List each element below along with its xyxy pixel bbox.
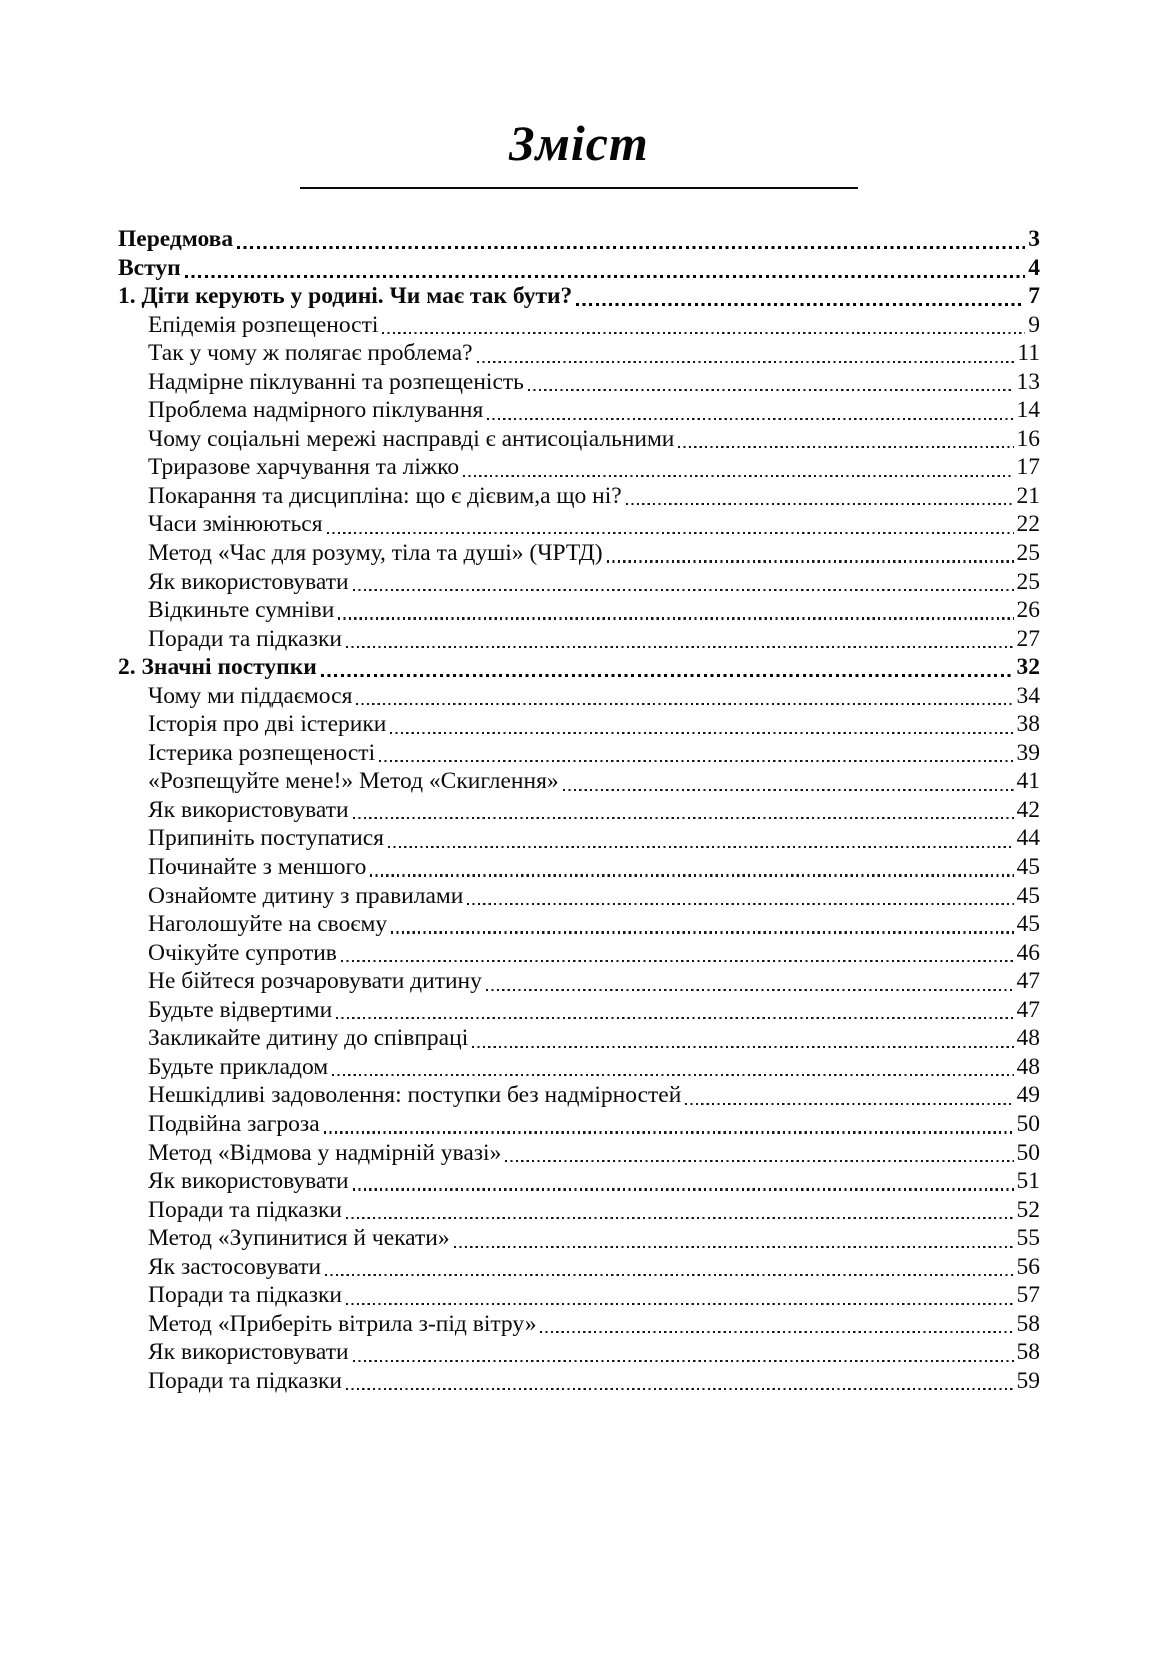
toc-leader-dots: [325, 1274, 1013, 1276]
toc-entry-label: Відкиньте сумніви: [148, 597, 335, 624]
toc-page-number: 56: [1016, 1253, 1040, 1280]
toc-entry-label: Надмірне піклуванні та розпещеність: [148, 368, 524, 395]
toc-entry: [118, 1224, 1040, 1253]
toc-entry: [118, 396, 1040, 425]
toc-entry: [118, 254, 1040, 283]
toc-entry-label: Метод «Зупинитися й чекати»: [148, 1225, 450, 1252]
toc-leader-dots: [353, 817, 1014, 819]
toc-entry-label: Історія про дві істерики: [148, 711, 387, 738]
toc-entry: [118, 653, 1040, 682]
toc-leader-dots: [463, 475, 1013, 477]
toc-entry-label: Проблема надмірного піклування: [148, 397, 484, 424]
title-underline: [300, 187, 858, 189]
toc-entry-label: Як застосовувати: [148, 1253, 322, 1280]
toc-leader-dots: [353, 1360, 1014, 1362]
toc-page-number: 14: [1016, 397, 1040, 424]
toc-entry-label: Будьте прикладом: [148, 1053, 329, 1080]
toc-entry-label: Як використовувати: [148, 796, 349, 823]
toc-entry: [118, 796, 1040, 825]
toc-entry-label: Епідемія розпещеності: [148, 311, 379, 338]
toc-entry-label: Очікуйте супротив: [148, 939, 337, 966]
toc-page-number: 25: [1016, 540, 1040, 567]
toc-page-number: 13: [1016, 368, 1040, 395]
toc-entry: [118, 1081, 1040, 1110]
toc-page-number: 7: [1028, 283, 1040, 310]
toc-entry: [118, 1167, 1040, 1196]
toc-leader-dots: [477, 361, 1015, 363]
toc-entry: [118, 1053, 1040, 1082]
toc-page-number: 38: [1016, 711, 1040, 738]
toc-entry-label: 2. Значні поступки: [118, 654, 317, 681]
toc-entry-label: Наголошуйте на своєму: [148, 911, 388, 938]
toc-page-number: 17: [1016, 454, 1040, 481]
toc-entry-label: Як використовувати: [148, 1168, 349, 1195]
toc-leader-dots: [467, 903, 1013, 905]
toc-entry-label: Ознайомте дитину з правилами: [148, 882, 464, 909]
toc-page-number: 11: [1017, 340, 1040, 367]
toc-entry: [118, 596, 1040, 625]
toc-leader-dots: [505, 1160, 1013, 1162]
toc-page-number: 55: [1016, 1225, 1040, 1252]
toc-leader-dots: [528, 389, 1014, 391]
toc-page-number: 59: [1016, 1367, 1040, 1394]
toc-entry: [118, 939, 1040, 968]
toc-page-number: 21: [1016, 482, 1040, 509]
toc-page-number: 16: [1016, 425, 1040, 452]
toc-page-number: 26: [1016, 597, 1040, 624]
toc-entry: [118, 1024, 1040, 1053]
toc-page-number: 45: [1016, 882, 1040, 909]
toc-entry: [118, 767, 1040, 796]
toc-leader-dots: [607, 560, 1014, 562]
toc-entry-label: Покарання та дисципліна: що є дієвим,а що ні?: [148, 482, 622, 509]
toc-page-number: 48: [1016, 1025, 1040, 1052]
toc-leader-dots: [346, 1388, 1013, 1390]
title-block: [118, 0, 1040, 189]
toc-leader-dots: [356, 703, 1013, 705]
toc-page-number: 49: [1016, 1082, 1040, 1109]
toc-leader-dots: [454, 1246, 1014, 1248]
toc-page-number: 57: [1016, 1282, 1040, 1309]
toc-entry: [118, 1367, 1040, 1396]
toc-entry: [118, 967, 1040, 996]
toc-entry-label: Поради та підказки: [148, 1196, 343, 1223]
toc-leader-dots: [540, 1331, 1013, 1333]
toc-entry-label: Чому соціальні мережі насправді є антисоціальними: [148, 425, 675, 452]
toc-entry-label: Не бійтеся розчаровувати дитину: [148, 968, 482, 995]
toc-entry: [118, 1338, 1040, 1367]
toc-entry-label: Поради та підказки: [148, 1282, 343, 1309]
toc-page-number: 32: [1016, 654, 1040, 681]
toc-entry: [118, 225, 1040, 254]
toc-page-number: 47: [1016, 968, 1040, 995]
toc-leader-dots: [563, 789, 1014, 791]
toc-page-number: 45: [1016, 911, 1040, 938]
toc-page-number: 4: [1028, 254, 1040, 281]
toc-entry: [118, 482, 1040, 511]
toc-entry: [118, 1253, 1040, 1282]
toc-entry: [118, 1281, 1040, 1310]
toc-page-number: 27: [1016, 625, 1040, 652]
toc-entry: [118, 568, 1040, 597]
toc-entry-label: Поради та підказки: [148, 625, 343, 652]
toc-page-number: 58: [1016, 1339, 1040, 1366]
toc-entry-label: Метод «Відмова у надмірній увазі»: [148, 1139, 502, 1166]
toc-leader-dots: [382, 332, 1025, 334]
toc-leader-dots: [370, 874, 1013, 876]
toc-entry: [118, 282, 1040, 311]
toc-entry: [118, 910, 1040, 939]
toc-page-number: 48: [1016, 1053, 1040, 1080]
toc-entry-label: Будьте відвертими: [148, 996, 333, 1023]
toc-page-number: 50: [1016, 1110, 1040, 1137]
toc-leader-dots: [678, 446, 1013, 448]
toc-leader-dots: [346, 646, 1013, 648]
toc-entry: [118, 996, 1040, 1025]
toc-leader-dots: [237, 246, 1025, 249]
toc-entry: [118, 453, 1040, 482]
toc-page-number: 25: [1016, 568, 1040, 595]
toc-leader-dots: [332, 1074, 1013, 1076]
toc-entry-label: Вступ: [118, 254, 181, 281]
toc-page-number: 58: [1016, 1310, 1040, 1337]
toc-leader-dots: [346, 1217, 1013, 1219]
toc-entry: [118, 625, 1040, 654]
toc-leader-dots: [487, 418, 1013, 420]
toc-page-number: 50: [1016, 1139, 1040, 1166]
toc-leader-dots: [353, 1188, 1014, 1190]
toc-entry-label: Триразове харчування та ліжко: [148, 454, 460, 481]
toc-page-number: 3: [1028, 226, 1040, 252]
toc-leader-dots: [353, 589, 1014, 591]
toc-entry: [118, 710, 1040, 739]
toc-entry: [118, 1196, 1040, 1225]
toc-leader-dots: [685, 1103, 1013, 1105]
toc-entry-label: Як використовувати: [148, 1339, 349, 1366]
toc-entry: [118, 853, 1040, 882]
toc-entry-label: Метод «Час для розуму, тіла та душі» (ЧРТД): [148, 540, 603, 567]
toc-leader-dots: [321, 674, 1014, 677]
toc-page-number: 46: [1016, 939, 1040, 966]
toc-leader-dots: [327, 532, 1014, 534]
toc-leader-dots: [336, 1017, 1013, 1019]
toc-page-number: 44: [1016, 825, 1040, 852]
toc-leader-dots: [346, 1303, 1013, 1305]
toc-entry: [118, 824, 1040, 853]
toc-entry-label: Подвійна загроза: [148, 1110, 320, 1137]
page-title: Зміст: [509, 115, 649, 171]
toc-page-number: 9: [1028, 311, 1040, 338]
toc-entry: [118, 882, 1040, 911]
toc-entry-label: Як використовувати: [148, 568, 349, 595]
toc-entry-label: Часи змінюються: [148, 511, 323, 538]
toc-entry: [118, 425, 1040, 454]
toc-page-number: 22: [1016, 511, 1040, 538]
toc-entry-label: Нешкідливі задоволення: поступки без надмірностей: [148, 1082, 682, 1109]
toc-entry-label: 1. Діти керують у родині. Чи має так бути?: [118, 283, 573, 310]
toc-entry-label: Припиніть поступатися: [148, 825, 384, 852]
toc-leader-dots: [391, 931, 1013, 933]
toc-entry: [118, 739, 1040, 768]
toc-entry-label: Істерика розпещеності: [148, 739, 376, 766]
toc-entry: [118, 1139, 1040, 1168]
toc-page-number: 39: [1016, 739, 1040, 766]
toc-leader-dots: [324, 1131, 1014, 1133]
toc-leader-dots: [379, 760, 1013, 762]
toc-page-number: 34: [1016, 682, 1040, 709]
toc-leader-dots: [388, 846, 1014, 848]
toc-page-number: 47: [1016, 996, 1040, 1023]
toc-entry-label: Метод «Приберіть вітрила з-під вітру»: [148, 1310, 537, 1337]
toc-page-number: 51: [1016, 1168, 1040, 1195]
toc-page-number: 45: [1016, 854, 1040, 881]
toc-entry: [118, 1310, 1040, 1339]
toc-leader-dots: [338, 617, 1013, 619]
toc-entry: [118, 539, 1040, 568]
toc-leader-dots: [341, 960, 1014, 962]
toc-page-number: 42: [1016, 796, 1040, 823]
toc-leader-dots: [472, 1046, 1013, 1048]
toc-entry: [118, 510, 1040, 539]
toc-entry-label: Передмова: [118, 226, 234, 252]
toc-entry: [118, 1110, 1040, 1139]
toc-entry: [118, 368, 1040, 397]
toc-leader-dots: [576, 303, 1025, 306]
toc-list: [118, 225, 1040, 1395]
toc-leader-dots: [626, 503, 1014, 505]
toc-leader-dots: [185, 275, 1026, 278]
toc-leader-dots: [390, 732, 1013, 734]
toc-entry-label: Закликайте дитину до співпраці: [148, 1025, 469, 1052]
toc-entry-label: Чому ми піддаємося: [148, 682, 353, 709]
toc-entry-label: Поради та підказки: [148, 1367, 343, 1394]
toc-entry: [118, 311, 1040, 340]
toc-entry: [118, 682, 1040, 711]
toc-page-number: 52: [1016, 1196, 1040, 1223]
toc-entry-label: Починайте з меншого: [148, 854, 367, 881]
toc-entry: [118, 339, 1040, 368]
toc-entry-label: «Розпещуйте мене!» Метод «Скиглення»: [148, 768, 559, 795]
toc-leader-dots: [486, 989, 1014, 991]
toc-page-number: 41: [1016, 768, 1040, 795]
toc-entry-label: Так у чому ж полягає проблема?: [148, 340, 473, 367]
